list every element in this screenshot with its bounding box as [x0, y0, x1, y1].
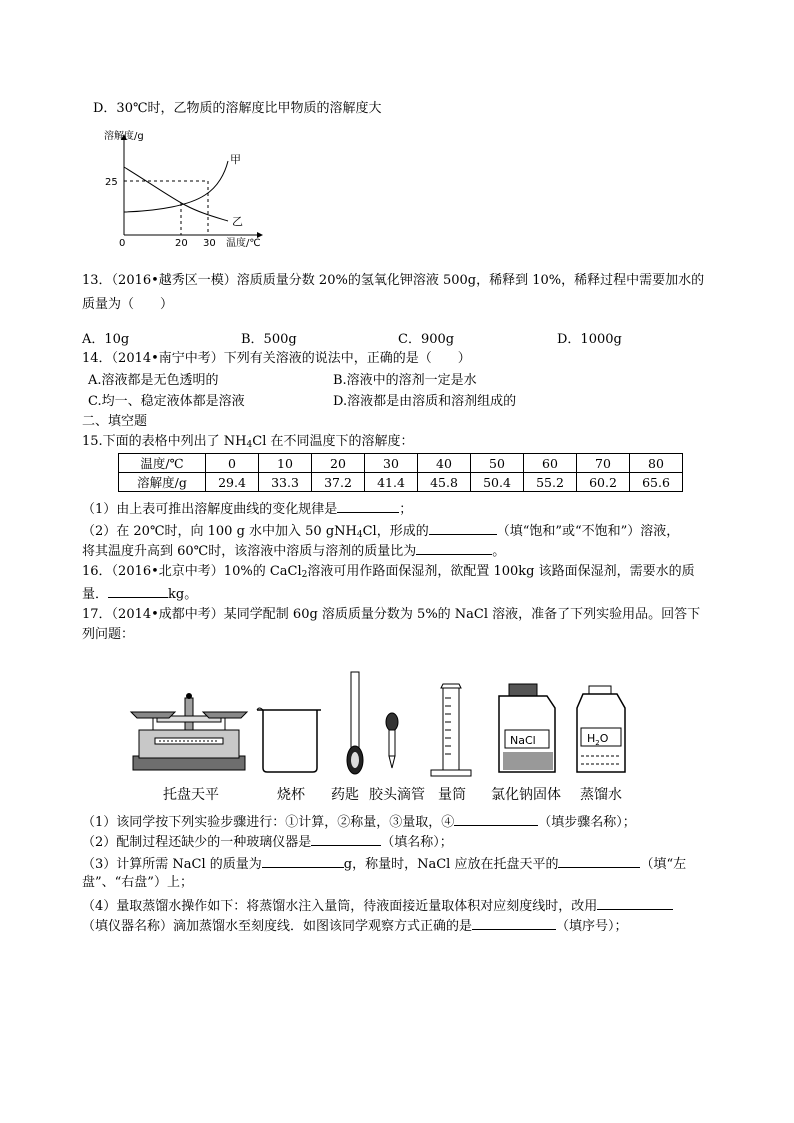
answer-blank[interactable]	[429, 521, 497, 535]
answer-blank[interactable]	[337, 499, 399, 513]
q17-step1: （1）该同学按下列实验步骤进行：①计算，②称量，③量取，④ （填步骤名称）；	[82, 812, 636, 832]
table-row	[119, 473, 683, 492]
q14-option-b: B.溶液中的溶剂一定是水	[333, 373, 477, 388]
table-cell: 55.2	[524, 473, 577, 492]
table-cell: 41.4	[365, 473, 418, 492]
label-dropper: 胶头滴管	[369, 787, 425, 803]
answer-blank[interactable]	[311, 832, 381, 846]
label-jia: 甲	[230, 153, 241, 166]
table-cell: 60.2	[577, 473, 630, 492]
q17-line1: 17．（2014•成都中考）某同学配制 60g 溶质质量分数为 5%的 NaCl 溶液，准备了下列实验用品。回答下	[82, 607, 701, 622]
answer-blank[interactable]	[454, 812, 538, 826]
tick-25: 25	[105, 177, 118, 188]
table-cell: 40	[418, 454, 471, 473]
q17-step3: （3）计算所需 NaCl 的质量为 g，称量时，NaCl 应放在托盘天平的 （填“左	[82, 854, 686, 874]
answer-blank[interactable]	[558, 854, 640, 868]
q13-option-a: A．10g	[82, 332, 130, 347]
q13-line2: 质量为（ ）	[82, 297, 174, 312]
beaker-icon	[257, 708, 321, 772]
table-cell: 33.3	[259, 473, 312, 492]
solubility-table	[118, 453, 683, 492]
balance-icon	[131, 693, 247, 770]
lab-equipment-illustration	[125, 668, 645, 780]
q14-stem: 14．（2014•南宁中考）下列有关溶液的说法中，正确的是（ ）	[82, 351, 471, 366]
table-cell: 37.2	[312, 473, 365, 492]
label-spoon: 药匙	[331, 787, 359, 803]
q15-part2-line2: 将其温度升高到 60℃时，该溶液中溶质与溶剂的质量比为 。	[82, 541, 505, 561]
table-cell: 30	[365, 454, 418, 473]
curve-jia	[124, 161, 228, 212]
table-cell: 10	[259, 454, 312, 473]
graduated-cylinder-icon	[431, 684, 471, 776]
y-axis-label: 溶解度/g	[104, 131, 144, 142]
section-heading: 二、填空题	[82, 414, 148, 429]
answer-blank[interactable]	[472, 916, 556, 930]
dropper-icon	[386, 713, 398, 768]
water-bottle-icon	[577, 686, 625, 772]
q13-line1: 13．（2016•越秀区一模）溶质质量分数 20%的氢氧化钾溶液 500g，稀释到 10%，稀释过程中需要加水的	[82, 273, 705, 288]
curve-yi	[124, 167, 228, 221]
table-cell: 50.4	[471, 473, 524, 492]
table-header-solubility: 溶解度/g	[119, 473, 206, 492]
table-row	[119, 454, 683, 473]
label-nacl: 氯化钠固体	[491, 787, 561, 803]
table-header-temp: 温度/℃	[119, 454, 206, 473]
q15-part1: （1）由上表可推出溶解度曲线的变化规律是 ；	[82, 499, 412, 519]
label-cylinder: 量筒	[438, 787, 466, 803]
q14-option-a: A.溶液都是无色透明的	[88, 373, 219, 388]
answer-blank[interactable]	[597, 896, 673, 910]
table-cell: 80	[630, 454, 683, 473]
tick-0: 0	[119, 238, 126, 249]
x-axis-label: 温度/℃	[226, 238, 261, 249]
q14-option-c: C.均一、稳定液体都是溶液	[88, 394, 245, 409]
q17-line2: 列问题：	[82, 627, 135, 642]
tick-30: 30	[203, 238, 216, 249]
q13-option-d: D．1000g	[557, 332, 622, 347]
label-water: 蒸馏水	[580, 787, 622, 803]
solubility-graph	[100, 125, 280, 250]
answer-blank[interactable]	[416, 541, 492, 555]
q17-step4-line2: （填仪器名称）滴加蒸馏水至刻度线．如图该同学观察方式正确的是 （填序号）；	[82, 916, 628, 936]
table-cell: 20	[312, 454, 365, 473]
table-cell: 50	[471, 454, 524, 473]
q15-stem: 15.下面的表格中列出了 $NH_4Cl$ 在不同温度下的溶解度：	[82, 434, 414, 450]
q13-option-c: C．900g	[398, 332, 455, 347]
label-beaker: 烧杯	[277, 787, 305, 803]
label-balance: 托盘天平	[163, 787, 219, 803]
water-bottle-label: $H_2O$	[587, 732, 609, 747]
table-cell: 45.8	[418, 473, 471, 492]
tick-20: 20	[175, 238, 188, 249]
spoon-icon	[347, 672, 363, 774]
answer-blank[interactable]	[108, 584, 168, 598]
q13-option-b: B．500g	[241, 332, 297, 347]
nacl-jar-icon	[499, 684, 555, 772]
q17-step3-line2: 盘”、“右盘”）上；	[82, 875, 193, 890]
q16-line1: 16．（2016•北京中考）10%的 CaCl$_2$溶液可用作路面保湿剂，欲配置 100kg 该路面保湿剂，需要水的质	[82, 564, 695, 580]
label-yi: 乙	[232, 215, 243, 228]
q17-step4: （4）量取蒸馏水操作如下：将蒸馏水注入量筒，待液面接近量取体积对应刻度线时，改用	[82, 896, 673, 916]
nacl-jar-label: NaCl	[510, 734, 536, 747]
option-d-text: D．30℃时，乙物质的溶解度比甲物质的溶解度大	[93, 101, 382, 116]
table-cell: 70	[577, 454, 630, 473]
q16-line2: 量． kg。	[82, 584, 197, 604]
q15-part2: （2）在 20℃时，向 100 g 水中加入 50 gNH$_4$Cl，形成的 （填“饱和”或“不饱和”）溶液，	[82, 521, 679, 544]
table-cell: 29.4	[206, 473, 259, 492]
table-cell: 60	[524, 454, 577, 473]
answer-blank[interactable]	[262, 854, 344, 868]
table-cell: 0	[206, 454, 259, 473]
q17-step2: （2）配制过程还缺少的一种玻璃仪器是 （填名称）；	[82, 832, 453, 852]
q14-option-d: D.溶液都是由溶质和溶剂组成的	[333, 394, 517, 409]
table-cell: 65.6	[630, 473, 683, 492]
